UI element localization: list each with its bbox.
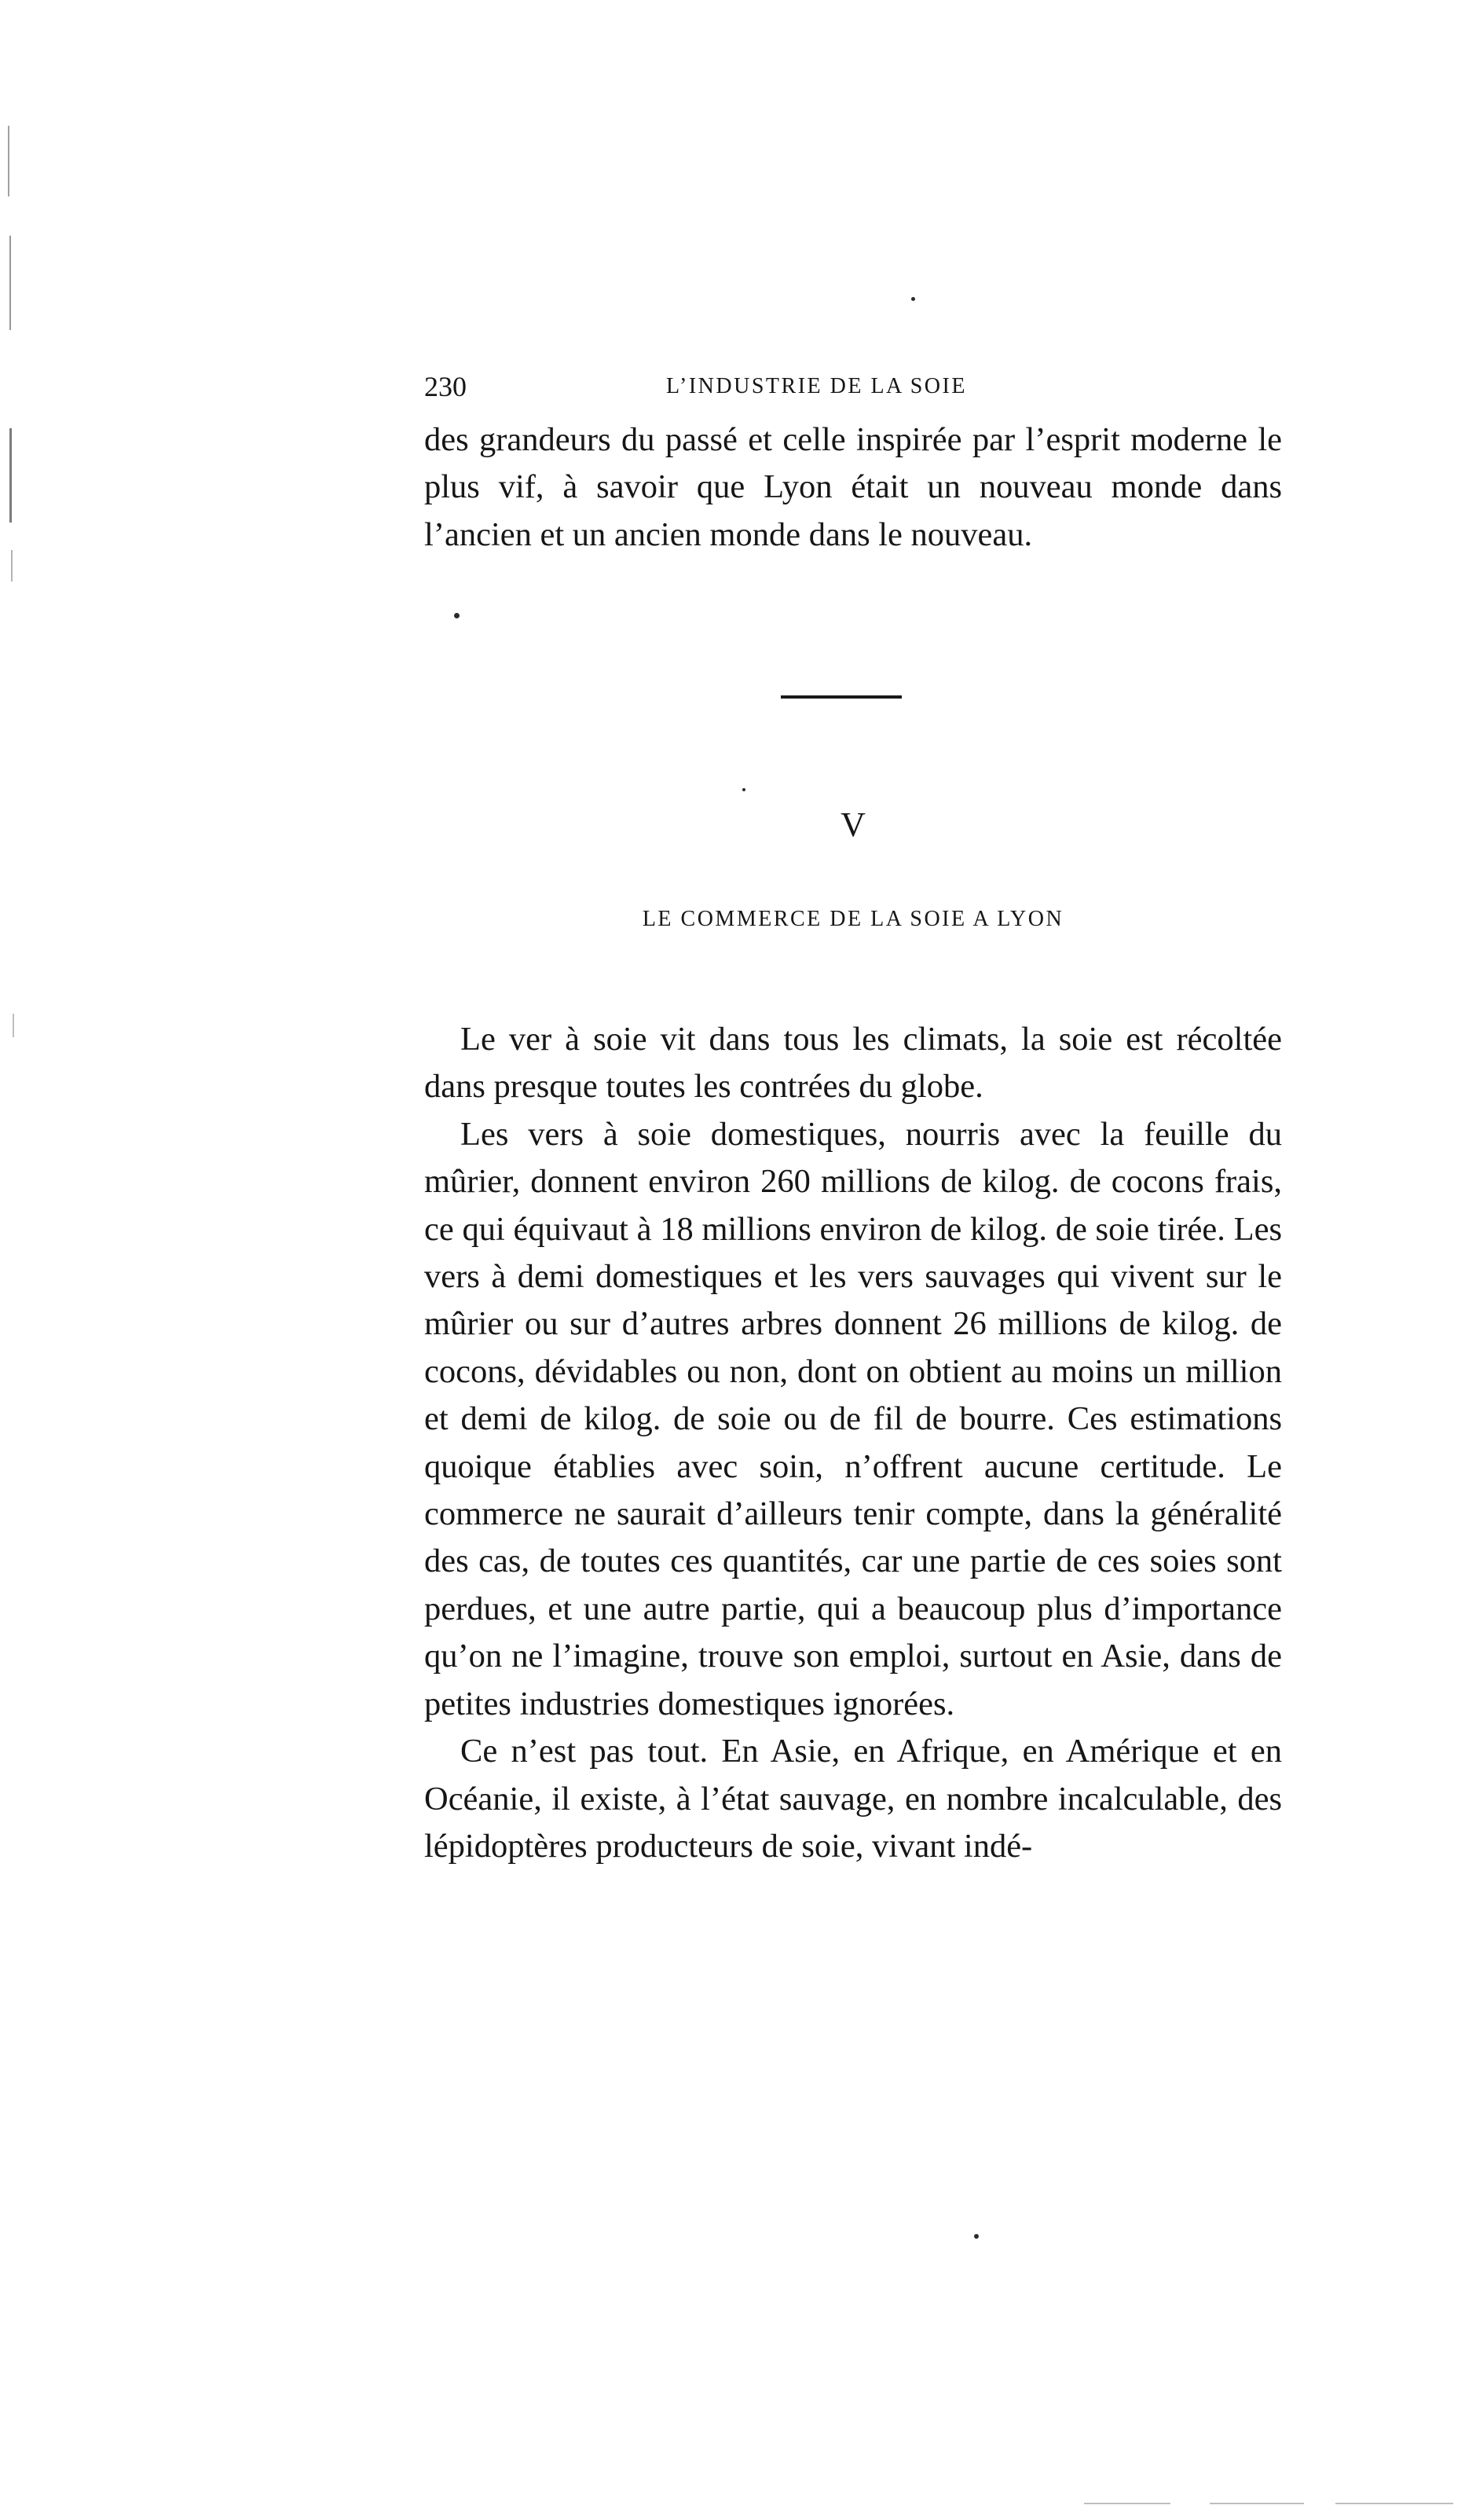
scan-speck xyxy=(911,297,915,301)
scan-speck xyxy=(742,788,745,791)
chapter-title: LE COMMERCE DE LA SOIE A LYON xyxy=(642,907,1064,931)
page-number: 230 xyxy=(424,371,467,402)
scan-speck xyxy=(454,613,460,618)
paragraph: Ce n’est pas tout. En Asie, en Afrique, en Amérique et en Océanie, il existe, à l’état sauvage, en nombre incalculable, des lépidoptères producteurs de soie, vivant indé- xyxy=(424,1733,1282,1865)
scan-edge-mark xyxy=(1210,2503,1304,2504)
scan-edge-mark xyxy=(1335,2503,1453,2504)
scan-edge-mark xyxy=(11,550,13,581)
continued-paragraph: des grandeurs du passé et celle inspirée par l’esprit moderne le plus vif, à savoir que Lyon était un nouveau monde dans l’ancien et un ancien monde dans le nouveau. xyxy=(424,421,1282,553)
previous-section-ending xyxy=(424,416,1282,559)
scan-edge-mark xyxy=(9,428,12,523)
scan-edge-mark xyxy=(8,126,9,196)
running-title: L’INDUSTRIE DE LA SOIE xyxy=(666,374,967,398)
chapter-body xyxy=(424,1016,1282,1870)
scan-speck xyxy=(974,2234,979,2239)
paragraph: Le ver à soie vit dans tous les climats, la soie est récoltée dans presque toutes les contrées du globe. xyxy=(424,1021,1282,1106)
running-head xyxy=(424,363,1282,410)
scan-edge-mark xyxy=(9,236,11,330)
paragraph: Les vers à soie domestiques, nourris avec la feuille du mûrier, donnent environ 260 millions de kilog. de cocons frais, ce qui équivaut à 18 millions environ de kilog. de soie tirée. Les vers à demi domestiques et les vers sauvages qui vivent sur le mûrier ou sur d’autres arbres donnent 26 millions de kilog. de cocons, dévidables ou non, dont on obtient au moins un million et demi de kilog. de soie ou de fil de bourre. Ces estimations quoique établies avec soin, n’offrent aucune certitude. Le commerce ne saurait d’ailleurs tenir compte, dans la généralité des cas, de toutes ces quantités, car une partie de ces soies sont perdues, et une autre partie, qui a beaucoup plus d’importance qu’on ne l’imagine, trouve son emploi, surtout en Asie, dans de petites industries domestiques ignorées. xyxy=(424,1115,1282,1722)
section-divider xyxy=(781,695,902,699)
chapter-number: V xyxy=(841,805,866,844)
scan-edge-mark xyxy=(1084,2503,1170,2504)
scan-edge-mark xyxy=(13,1014,14,1037)
